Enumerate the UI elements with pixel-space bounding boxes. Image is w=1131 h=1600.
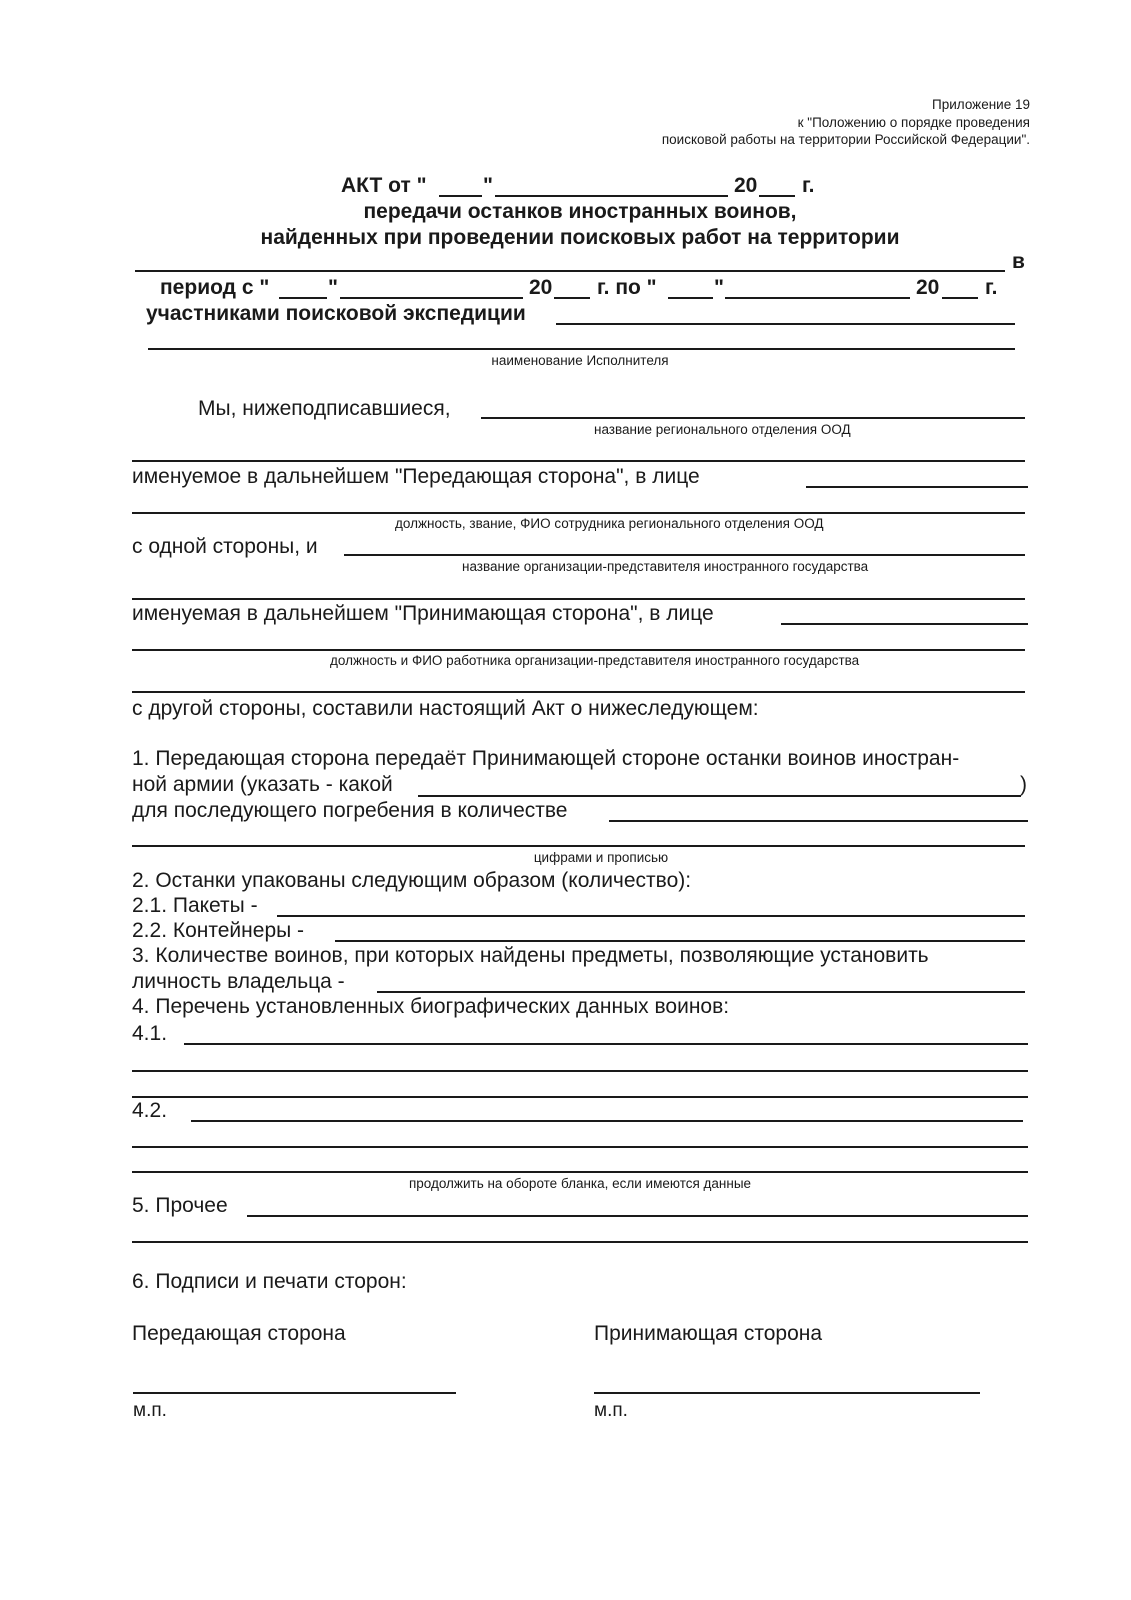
- section-5-text: 5. Прочее: [132, 1194, 228, 1217]
- receiving-signature-field[interactable]: [594, 1392, 980, 1394]
- bio-4-2-label: 4.2.: [132, 1099, 168, 1122]
- quantity-field[interactable]: [609, 820, 1028, 822]
- foreign-org-field-cont[interactable]: [132, 598, 1025, 600]
- act-year-suffix: г.: [802, 174, 815, 197]
- territory-suffix: в: [1012, 250, 1025, 273]
- transferring-rep-field-cont[interactable]: [132, 512, 1025, 514]
- army-field-close: ): [1020, 773, 1027, 796]
- period-start-day-field[interactable]: [279, 297, 327, 299]
- period-start-year-field[interactable]: [554, 297, 590, 299]
- bio-4-2-field-cont-2[interactable]: [132, 1171, 1028, 1173]
- packages-label: 2.1. Пакеты -: [132, 894, 258, 917]
- period-quote-2: ": [714, 276, 724, 299]
- quantity-field-cont[interactable]: [132, 845, 1025, 847]
- bio-4-2-field[interactable]: [191, 1120, 1023, 1122]
- transferring-party-label: именуемое в дальнейшем "Передающая сторона", в лице: [132, 465, 700, 488]
- owner-identity-field[interactable]: [377, 991, 1025, 993]
- period-start-year: 20: [529, 276, 553, 299]
- period-end-year-field[interactable]: [942, 297, 978, 299]
- appendix-reference: к "Положению о порядке проведения: [797, 115, 1030, 130]
- act-year-field[interactable]: [759, 195, 795, 197]
- period-mid: г. по ": [597, 276, 657, 299]
- bio-4-1-label: 4.1.: [132, 1022, 168, 1045]
- section-2-text: 2. Останки упакованы следующим образом (количество):: [132, 869, 692, 892]
- act-subtitle-cont: найденных при проведении поисковых работ на территории: [260, 226, 900, 249]
- executor-hint: наименование Исполнителя: [491, 353, 669, 368]
- period-end-day-field[interactable]: [668, 297, 713, 299]
- act-date-quote: ": [483, 174, 493, 197]
- section-1-text-cont: ной армии (указать - какой: [132, 773, 393, 796]
- territory-field[interactable]: [135, 270, 1005, 272]
- section-3-text-cont: личность владельца -: [132, 970, 345, 993]
- period-start-month-field[interactable]: [340, 297, 523, 299]
- regional-branch-field-cont[interactable]: [132, 460, 1025, 462]
- appendix-reference-cont: поисковой работы на территории Российской Федерации".: [661, 132, 1030, 147]
- section-1-text: 1. Передающая сторона передаёт Принимающей стороне останки воинов иностран-: [132, 747, 960, 770]
- act-year-prefix: 20: [734, 174, 758, 197]
- act-date-prefix: АКТ от ": [341, 174, 427, 197]
- bio-4-1-field[interactable]: [184, 1043, 1028, 1045]
- transferring-signature-label: Передающая сторона: [132, 1322, 346, 1345]
- section-4-text: 4. Перечень установленных биографических данных воинов:: [132, 995, 730, 1018]
- foreign-org-hint: название организации-представителя иностранного государства: [462, 559, 869, 574]
- one-side-label: с одной стороны, и: [132, 535, 318, 558]
- section-6-text: 6. Подписи и печати сторон:: [132, 1270, 407, 1293]
- bio-4-1-field-cont[interactable]: [132, 1070, 1028, 1072]
- regional-branch-hint: название регионального отделения ООД: [594, 422, 851, 437]
- receiving-party-label: именуемая в дальнейшем "Принимающая сторона", в лице: [132, 602, 714, 625]
- containers-label: 2.2. Контейнеры -: [132, 919, 305, 942]
- period-end-month-field[interactable]: [725, 297, 910, 299]
- bio-4-2-field-cont[interactable]: [132, 1146, 1028, 1148]
- bio-4-1-field-cont-2[interactable]: [132, 1096, 1028, 1098]
- other-side-label: с другой стороны, составили настоящий Акт о нижеследующем:: [132, 697, 759, 720]
- act-day-field[interactable]: [439, 195, 482, 197]
- digits-words-hint: цифрами и прописью: [533, 850, 669, 865]
- receiving-stamp-label: м.п.: [594, 1400, 628, 1421]
- participants-field[interactable]: [556, 323, 1015, 325]
- transferring-signature-field[interactable]: [133, 1392, 456, 1394]
- transferring-rep-field[interactable]: [806, 486, 1028, 488]
- act-month-field[interactable]: [495, 195, 728, 197]
- period-prefix: период с ": [160, 276, 270, 299]
- other-field-cont[interactable]: [132, 1241, 1028, 1243]
- receiving-rep-field[interactable]: [781, 623, 1028, 625]
- participants-label: участниками поисковой экспедиции: [146, 302, 526, 325]
- executor-field[interactable]: [148, 348, 1015, 350]
- transferring-stamp-label: м.п.: [133, 1400, 167, 1421]
- army-field[interactable]: [418, 795, 1021, 797]
- undersigned-label: Мы, нижеподписавшиеся,: [198, 397, 451, 420]
- foreign-org-field[interactable]: [344, 554, 1025, 556]
- receiving-rep-field-cont-2[interactable]: [132, 691, 1025, 693]
- period-quote-1: ": [328, 276, 338, 299]
- section-3-text: 3. Количестве воинов, при которых найдены предметы, позволяющие установить: [132, 944, 929, 967]
- other-field[interactable]: [247, 1215, 1028, 1217]
- containers-field[interactable]: [335, 940, 1025, 942]
- packages-field[interactable]: [277, 915, 1025, 917]
- foreign-employee-hint: должность и ФИО работника организации-представителя иностранного государства: [330, 653, 860, 668]
- appendix-number: Приложение 19: [932, 97, 1030, 112]
- receiving-signature-label: Принимающая сторона: [594, 1322, 823, 1345]
- continue-back-hint: продолжить на обороте бланка, если имеются данные: [408, 1176, 752, 1191]
- period-suffix: г.: [985, 276, 998, 299]
- act-subtitle: передачи останков иностранных воинов,: [363, 200, 797, 223]
- employee-hint: должность, звание, ФИО сотрудника регионального отделения ООД: [395, 516, 824, 531]
- receiving-rep-field-cont[interactable]: [132, 649, 1025, 651]
- period-end-year: 20: [916, 276, 940, 299]
- burial-quantity-label: для последующего погребения в количестве: [132, 799, 568, 822]
- regional-branch-field[interactable]: [481, 417, 1025, 419]
